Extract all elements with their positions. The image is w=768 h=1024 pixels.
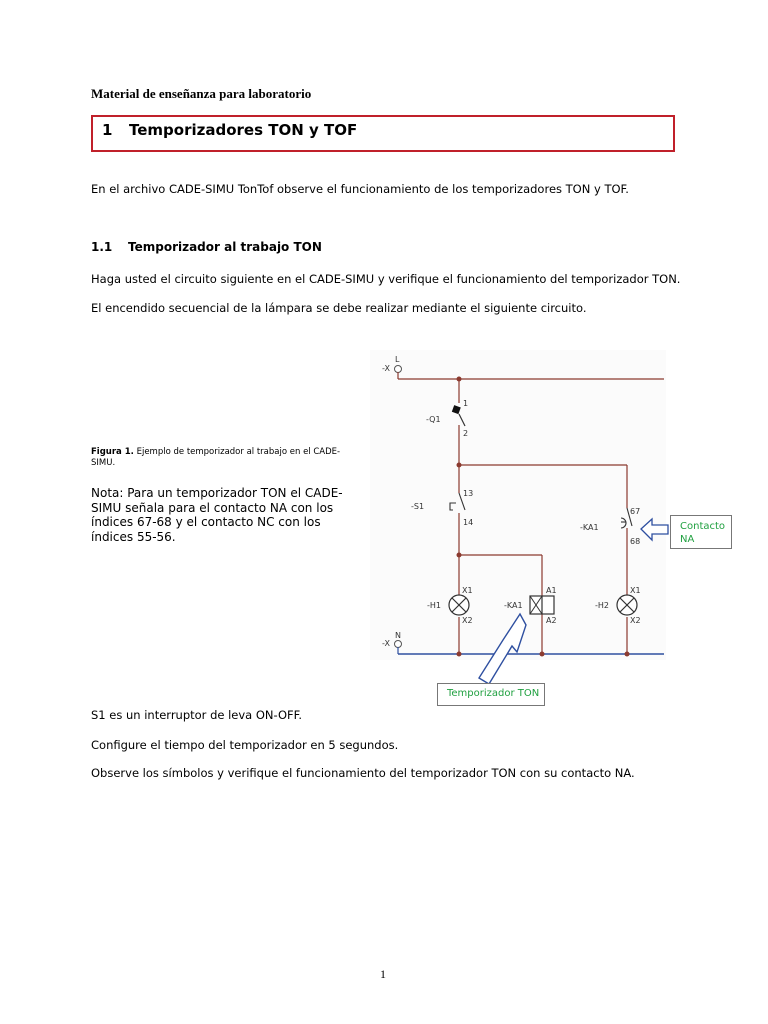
page-number: 1 xyxy=(380,967,386,981)
h1-x1: X1 xyxy=(462,586,473,595)
observe-paragraph: Observe los símbolos y verifique el funcionamiento del temporizador TON con su contacto NA. xyxy=(91,766,635,780)
h2-label: -H2 xyxy=(595,601,609,610)
timer-coil-icon xyxy=(530,596,554,614)
timer-config-paragraph: Configure el tiempo del temporizador en 5 segundos. xyxy=(91,738,399,752)
circuit-paragraph: El encendido secuencial de la lámpara se debe realizar mediante el siguiente circuito. xyxy=(91,301,587,315)
temporizador-callout: Temporizador TON xyxy=(437,683,545,706)
bottom-line-label: N xyxy=(395,631,401,640)
top-line-label: L xyxy=(395,355,400,364)
bottom-terminal-label: -X xyxy=(382,639,390,648)
ka1-terminal-68: 68 xyxy=(630,537,641,546)
q1-label: -Q1 xyxy=(426,415,441,424)
ka1-contact-label: -KA1 xyxy=(580,523,599,532)
section-title: Temporizadores TON y TOF xyxy=(129,121,358,139)
intro-paragraph: En el archivo CADE-SIMU TonTof observe el funcionamiento de los temporizadores TON y TOF. xyxy=(91,182,629,196)
q1-terminal-1: 1 xyxy=(463,399,469,408)
h2-x1: X1 xyxy=(630,586,641,595)
section-heading xyxy=(102,121,357,139)
contacto-callout: Contacto NA xyxy=(670,515,732,549)
instruction-paragraph: Haga usted el circuito siguiente en el CADE-SIMU y verifique el funcionamiento del temporizador TON. xyxy=(91,272,681,286)
section-heading-box xyxy=(91,115,675,152)
q1-terminal-2: 2 xyxy=(463,429,469,438)
top-terminal-icon xyxy=(395,366,402,373)
h1-label: -H1 xyxy=(427,601,441,610)
circuit-diagram xyxy=(370,350,670,710)
s1-description: S1 es un interruptor de leva ON-OFF. xyxy=(91,708,303,722)
subsection-heading xyxy=(91,240,322,254)
s1-terminal-14: 14 xyxy=(463,518,474,527)
s1-terminal-13: 13 xyxy=(463,489,474,498)
ka1-terminal-67: 67 xyxy=(630,507,641,516)
top-terminal-label: -X xyxy=(382,364,390,373)
coil-a1: A1 xyxy=(546,586,557,595)
h2-x2: X2 xyxy=(630,616,641,625)
s1-label: -S1 xyxy=(411,502,425,511)
h1-x2: X2 xyxy=(462,616,473,625)
section-number: 1 xyxy=(102,121,113,139)
bottom-terminal-icon xyxy=(395,641,402,648)
document-header: Material de enseñanza para laboratorio xyxy=(91,86,312,101)
figure-caption xyxy=(91,447,361,469)
subsection-number: 1.1 xyxy=(91,240,113,254)
figure-caption-label: Figura 1. xyxy=(91,447,134,457)
figure-note: Nota: Para un temporizador TON el CADE-SIMU señala para el contacto NA con los índices 67-68 y el contacto NC con los índices 55-56. xyxy=(91,486,343,544)
figure-caption-text: Ejemplo de temporizador al trabajo en el CADE-SIMU. xyxy=(91,447,341,468)
coil-a2: A2 xyxy=(546,616,557,625)
ka1-coil-label: -KA1 xyxy=(504,601,523,610)
subsection-title: Temporizador al trabajo TON xyxy=(128,240,322,254)
lamp-h1-icon xyxy=(449,595,469,615)
lamp-h2-icon xyxy=(617,595,637,615)
